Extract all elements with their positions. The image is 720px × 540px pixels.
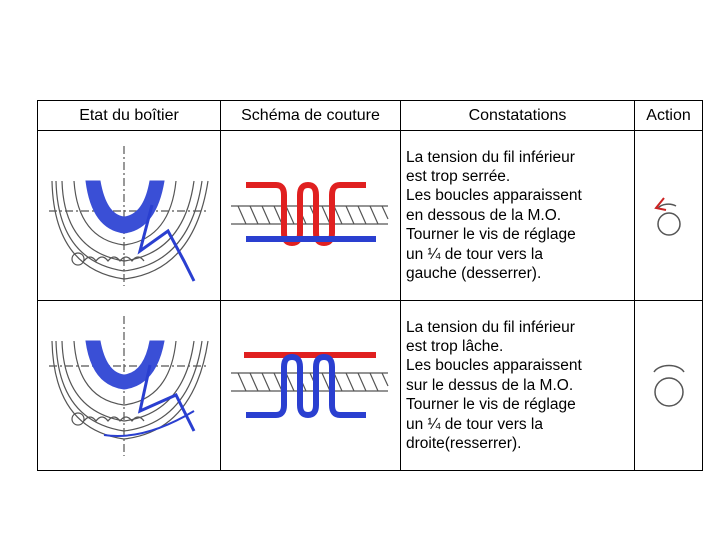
bobbin-state-cell (38, 301, 221, 471)
observation-line: en dessous de la M.O. (406, 206, 562, 224)
header-action: Action (635, 101, 703, 131)
stitch-diagram-cell (221, 131, 401, 301)
counterclockwise-arrow-icon (644, 186, 694, 246)
bobbin-case-sketch (44, 311, 214, 461)
clockwise-arc-icon (644, 356, 694, 416)
action-cell (635, 301, 703, 471)
observation-line: Les boucles apparaissent (406, 357, 582, 375)
bobbin-state-cell (38, 131, 221, 301)
stitch-diagram-loose (226, 331, 396, 441)
header-stitch-diagram: Schéma de couture (221, 101, 401, 131)
header-row (38, 101, 703, 131)
observation-line: La tension du fil inférieur (406, 148, 575, 166)
bobbin-tension-table (37, 100, 703, 471)
observation-cell (401, 301, 635, 471)
observation-cell (401, 131, 635, 301)
observation-line: sur le dessus de la M.O. (406, 376, 574, 394)
observation-line: un ¼ de tour vers la (406, 415, 543, 433)
observation-line: est trop lâche. (406, 337, 504, 355)
action-cell (635, 131, 703, 301)
table-row (38, 131, 703, 301)
table-row (38, 301, 703, 471)
observation-line: gauche (desserrer). (406, 265, 542, 283)
observation-line: droite(resserrer). (406, 435, 522, 453)
observation-line: Tourner le vis de réglage (406, 396, 576, 414)
header-bobbin-state: Etat du boîtier (38, 101, 221, 131)
observation-line: Les boucles apparaissent (406, 187, 582, 205)
header-observations: Constatations (401, 101, 635, 131)
observation-line: Tourner le vis de réglage (406, 226, 576, 244)
stitch-diagram-tight (226, 161, 396, 271)
observation-line: un ¼ de tour vers la (406, 245, 543, 263)
stitch-diagram-cell (221, 301, 401, 471)
observation-line: est trop serrée. (406, 167, 511, 185)
bobbin-case-sketch (44, 141, 214, 291)
observation-line: La tension du fil inférieur (406, 318, 575, 336)
